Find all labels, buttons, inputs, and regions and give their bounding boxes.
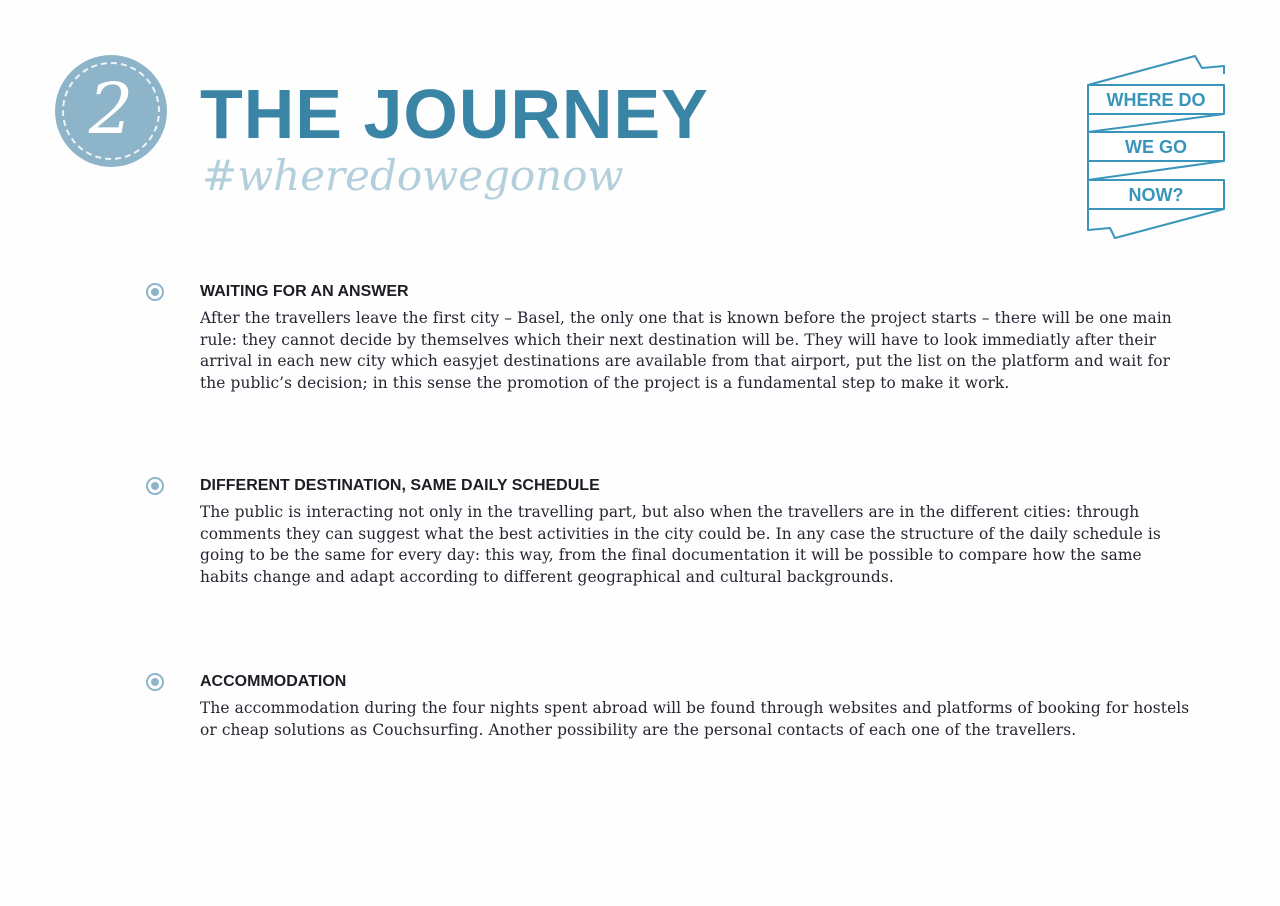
banner-line-2: WE GO [1125,137,1187,157]
chapter-number: 2 [88,68,134,150]
chapter-number-badge [55,55,167,167]
section-body: The accommodation during the four nights spent abroad will be found through websites and platforms of booking for hostels or cheap solutions as Couchsurfing. Another possibility are the personal contacts of each one of the travellers. [200,699,1190,739]
section-heading: ACCOMMODATION [200,673,347,690]
where-do-we-go-now-banner [1080,50,1230,242]
section-body: After the travellers leave the first city – Basel, the only one that is known before the project starts – there will be one main rule: they cannot decide by themselves which their next destination will be. They will have to look immediatly after their arrival in each new city which easyjet destinations are available from that airport, put the list on the platform and wait for the public’s decision; in this sense the promotion of the project is a fundamental step to make it work. [200,309,1172,392]
bullet-icon [146,477,164,495]
section-different-destination [146,475,1196,595]
page-title: THE JOURNEY [200,75,709,153]
section-heading: WAITING FOR AN ANSWER [200,283,409,300]
bullet-icon [146,283,164,301]
section-body: The public is interacting not only in the travelling part, but also when the travellers are in the different cities: through comments they can suggest what the best activities in the city could be. In any case the structure of the daily schedule is going to be the same for every day: this way, from the final documentation it will be possible to compare how the same habits change and adapt according to different geographical and cultural backgrounds. [200,503,1161,586]
section-accommodation [146,671,1196,751]
section-heading: DIFFERENT DESTINATION, SAME DAILY SCHEDULE [200,477,600,494]
banner-line-1: WHERE DO [1106,90,1206,110]
section-waiting-for-an-answer [146,281,1196,401]
hashtag-subtitle: #wheredowegonow [202,151,624,200]
banner-line-3: NOW? [1128,185,1184,205]
bullet-icon [146,673,164,691]
